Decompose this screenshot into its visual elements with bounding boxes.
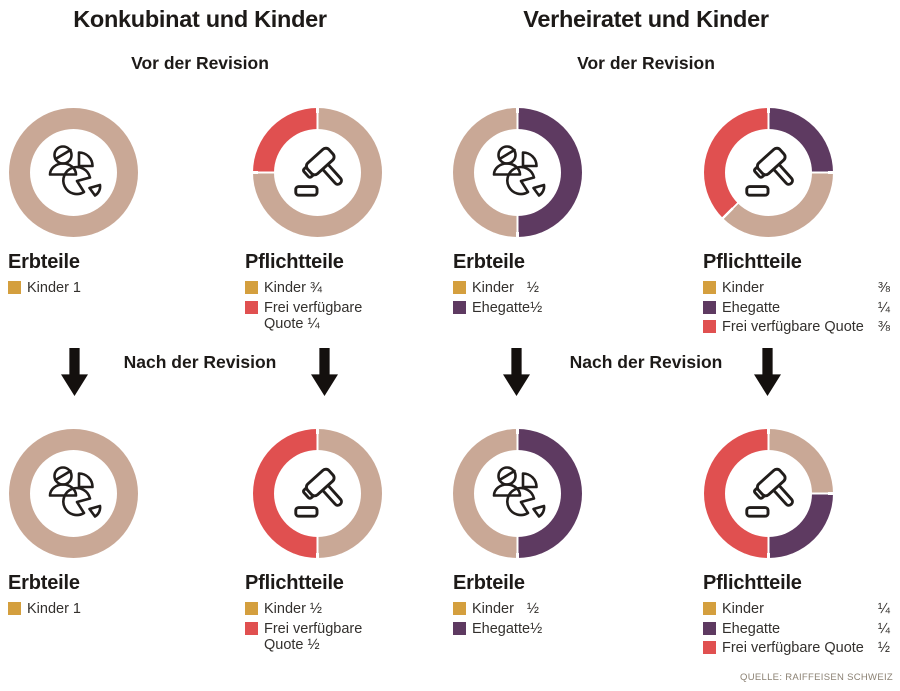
legend-label: Kinder <box>722 601 764 617</box>
legend-label: Frei verfügbare Quote <box>722 640 864 656</box>
legend-value: ½ <box>877 640 890 656</box>
legend-swatch <box>245 301 258 314</box>
legend-swatch <box>703 622 716 635</box>
legend-item <box>245 621 377 654</box>
legend-label: Ehegatte <box>472 299 531 316</box>
gavel-icon <box>287 144 349 202</box>
gavel-icon <box>287 465 349 523</box>
person-pie-icon <box>486 462 550 526</box>
source-credit: QUELLE: RAIFFEISEN SCHWEIZ <box>740 672 893 683</box>
legend-item <box>703 640 890 657</box>
legend-value: ½ <box>526 280 539 296</box>
legend-value: ½ <box>309 601 323 617</box>
chart-heading: Erbteile <box>453 251 525 273</box>
donut-chart <box>9 429 138 558</box>
legend <box>703 280 895 336</box>
legend <box>245 601 450 654</box>
legend-swatch <box>453 602 466 615</box>
legend-item <box>8 601 140 618</box>
legend-value: 1 <box>72 280 81 296</box>
legend-value: ½ <box>526 601 539 617</box>
chart-konkubinat-vor-pflichtteile <box>245 108 450 336</box>
legend-value: ¼ <box>877 601 890 617</box>
legend-swatch <box>703 320 716 333</box>
legend-value: 1 <box>72 601 81 617</box>
legend-label: Frei verfügbare Quote <box>264 299 363 332</box>
legend-item <box>453 280 539 297</box>
legend-swatch <box>245 622 258 635</box>
legend-label: Kinder <box>264 280 306 296</box>
legend-item <box>245 280 377 297</box>
legend-swatch <box>8 281 21 294</box>
legend-label: Kinder <box>27 280 69 296</box>
legend-item <box>245 601 377 618</box>
legend <box>245 280 450 333</box>
legend-swatch <box>453 281 466 294</box>
chart-heading: Pflichtteile <box>703 572 802 594</box>
legend-swatch <box>245 281 258 294</box>
legend-item <box>703 601 890 618</box>
chart-verheiratet-vor-erbteile <box>453 108 678 319</box>
legend-value: ¼ <box>877 299 890 316</box>
legend-item <box>703 280 890 297</box>
legend-label: Ehegatte <box>722 620 781 637</box>
gavel-icon <box>738 465 800 523</box>
left-panel-title: Konkubinat und Kinder <box>73 6 327 32</box>
legend <box>8 280 230 297</box>
legend-swatch <box>8 602 21 615</box>
chart-verheiratet-vor-pflichtteile <box>703 108 895 339</box>
donut-chart <box>704 429 833 558</box>
legend-swatch <box>703 301 716 314</box>
chart-heading: Pflichtteile <box>245 572 344 594</box>
legend-swatch <box>703 281 716 294</box>
legend-label: Kinder <box>472 601 514 617</box>
legend-value: ¼ <box>877 620 890 637</box>
chart-konkubinat-nach-pflichtteile <box>245 429 450 657</box>
person-pie-icon <box>42 141 106 205</box>
chart-heading: Pflichtteile <box>245 251 344 273</box>
legend <box>453 280 678 316</box>
legend-item <box>703 621 890 638</box>
chart-heading: Erbteile <box>8 572 80 594</box>
donut-chart <box>253 108 382 237</box>
legend-label: Frei verfügbare Quote <box>264 620 363 653</box>
legend-label: Ehegatte <box>472 620 531 637</box>
legend-value: ⅜ <box>877 319 890 335</box>
left-before-label: Vor der Revision <box>131 53 269 73</box>
right-after-label: Nach der Revision <box>569 352 723 372</box>
legend <box>703 601 895 657</box>
legend-label: Kinder <box>472 280 514 296</box>
chart-heading: Pflichtteile <box>703 251 802 273</box>
legend-value: ¾ <box>309 280 323 296</box>
legend-label: Frei verfügbare Quote <box>722 319 864 335</box>
donut-chart <box>253 429 382 558</box>
legend-swatch <box>703 602 716 615</box>
legend-value: ¼ <box>307 316 320 332</box>
legend-item <box>453 620 543 638</box>
legend-item <box>8 280 140 297</box>
chart-heading: Erbteile <box>8 251 80 273</box>
legend-value: ½ <box>530 620 543 637</box>
chart-konkubinat-vor-erbteile <box>8 108 230 300</box>
legend-value: ½ <box>307 637 320 653</box>
legend-swatch <box>703 641 716 654</box>
chart-heading: Erbteile <box>453 572 525 594</box>
legend-swatch <box>453 301 466 314</box>
legend-value: ½ <box>530 299 543 316</box>
legend-swatch <box>245 602 258 615</box>
legend-item <box>453 299 543 317</box>
legend-item <box>703 319 890 336</box>
legend-item <box>453 601 539 618</box>
legend <box>453 601 678 637</box>
right-before-label: Vor der Revision <box>577 53 715 73</box>
chart-verheiratet-nach-erbteile <box>453 429 678 640</box>
left-after-label: Nach der Revision <box>123 352 277 372</box>
gavel-icon <box>738 144 800 202</box>
right-panel-title: Verheiratet und Kinder <box>523 6 769 32</box>
person-pie-icon <box>486 141 550 205</box>
legend-label: Kinder <box>27 601 69 617</box>
legend-label: Kinder <box>722 280 764 296</box>
donut-chart <box>704 108 833 237</box>
donut-chart <box>453 108 582 237</box>
donut-chart <box>9 108 138 237</box>
chart-verheiratet-nach-pflichtteile <box>703 429 895 660</box>
legend <box>8 601 230 618</box>
legend-label: Ehegatte <box>722 299 781 316</box>
donut-chart <box>453 429 582 558</box>
legend-value: ⅜ <box>877 280 890 296</box>
chart-konkubinat-nach-erbteile <box>8 429 230 621</box>
legend-swatch <box>453 622 466 635</box>
legend-item <box>245 300 377 333</box>
legend-label: Kinder <box>264 601 306 617</box>
legend-item <box>703 300 890 317</box>
person-pie-icon <box>42 462 106 526</box>
